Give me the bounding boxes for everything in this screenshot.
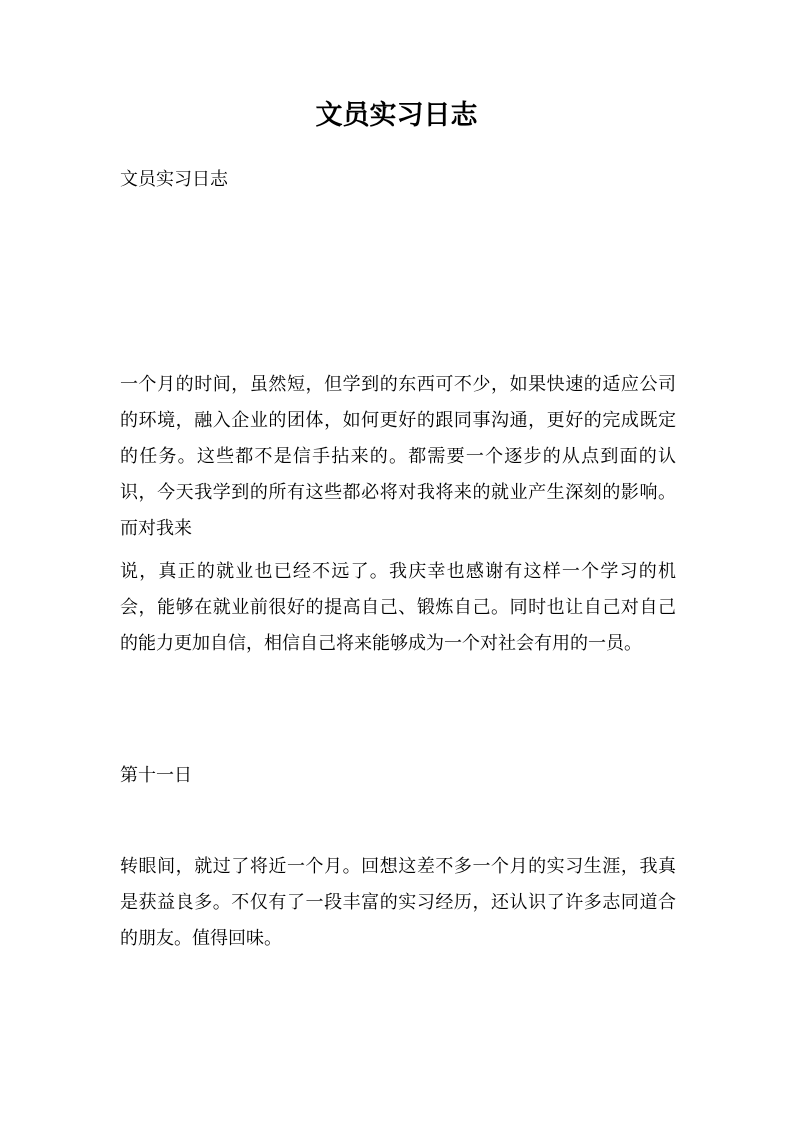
paragraph-2: 说，真正的就业也已经不远了。我庆幸也感谢有这样一个学习的机会，能够在就业前很好的提高自己、锻炼自己。同时也让自己对自己的能力更加自信，相信自己将来能够成为一个对社会有用的一员。 [120,561,676,654]
paragraph-1: 一个月的时间，虽然短，但学到的东西可不少，如果快速的适应公司的环境，融入企业的团体，如何更好的跟同事沟通，更好的完成既定的任务。这些都不是信手拈来的。都需要一个逐步的从点到面的认识，今天我学到的所有这些都必将对我将来的就业产生深刻的影响。而对我来 [120,374,676,539]
document-subtitle: 文员实习日志 [120,169,228,190]
document-title: 文员实习日志 [315,100,478,131]
day-heading: 第十一日 [120,765,192,786]
paragraph-3: 转眼间，就过了将近一个月。回想这差不多一个月的实习生涯，我真是获益良多。不仅有了一段丰富的实习经历，还认识了许多志同道合的朋友。值得回味。 [120,856,676,949]
